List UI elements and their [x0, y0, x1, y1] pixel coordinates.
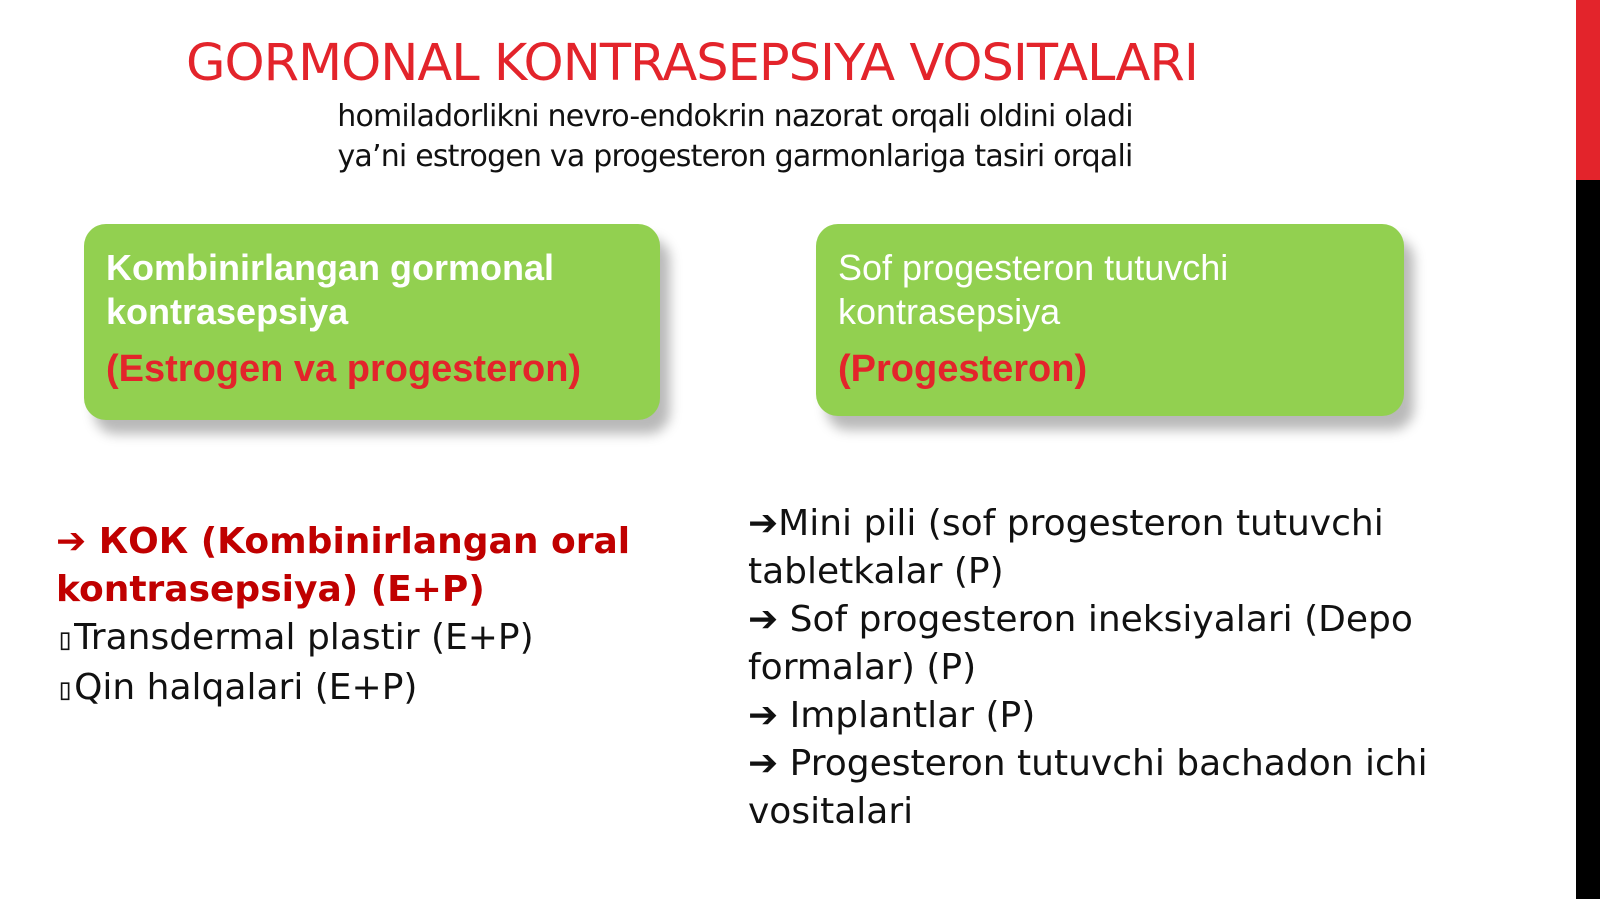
list-item-text: Qin halqalari (E+P) [74, 667, 418, 708]
progestin-box-subheading: (Progesteron) [838, 348, 1088, 390]
arrow-right-icon: ➔ [748, 743, 779, 784]
combined-box-subheading: (Estrogen va progesteron) [106, 348, 582, 390]
list-item-text: Progesteron tutuvchi bachadon ichi vositalari [748, 743, 1428, 832]
missing-glyph-icon: ▯ [56, 622, 75, 657]
list-item [748, 740, 1508, 836]
progestin-box-heading: Sof progesteron tutuvchi kontrasepsiya [838, 247, 1229, 332]
progestin-only-box [816, 224, 1404, 416]
edge-accent-red [1576, 0, 1600, 180]
list-item [748, 692, 1508, 740]
list-item [56, 614, 696, 664]
arrow-right-icon: ➔ [748, 695, 779, 736]
list-item [748, 500, 1508, 596]
list-item-text: КОК (Kombinirlangan oral kontrasepsiya) (E+P) [56, 521, 631, 610]
list-item [748, 596, 1508, 692]
arrow-right-icon: ➔ [56, 521, 87, 562]
slide-subtitle [250, 97, 1220, 177]
list-item-text: Mini pili (sof progesteron tutuvchi tabletkalar (P) [748, 503, 1384, 592]
list-item [56, 518, 696, 614]
slide-title: GORMONAL KONTRASEPSIYA VOSITALARI [186, 34, 1198, 93]
missing-glyph-icon: ▯ [56, 672, 75, 707]
list-item-text: Transdermal plastir (E+P) [74, 617, 534, 658]
progestin-methods-list [748, 500, 1508, 836]
list-item-text: Sof progesteron ineksiyalari (Depo formalar) (P) [748, 599, 1413, 688]
arrow-right-icon: ➔ [748, 503, 779, 544]
arrow-right-icon: ➔ [748, 599, 779, 640]
combined-methods-list [56, 518, 696, 714]
subtitle-line-1: homiladorlikni nevro-endokrin nazorat orqali oldini oladi [337, 99, 1133, 134]
list-item-text: Implantlar (P) [789, 695, 1036, 736]
list-item [56, 664, 696, 714]
combined-contraception-box [84, 224, 660, 420]
subtitle-line-2: ya’ni estrogen va progesteron garmonlariga tasiri orqali [337, 139, 1133, 174]
edge-accent-black [1576, 180, 1600, 899]
combined-box-heading: Kombinirlangan gormonal kontrasepsiya [106, 247, 555, 332]
